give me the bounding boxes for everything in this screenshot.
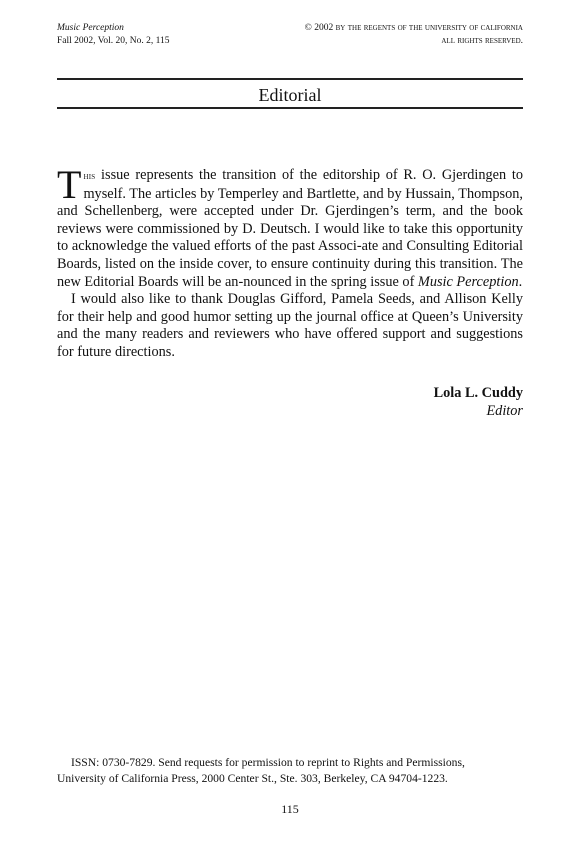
paragraph-2: I would also like to thank Douglas Gifford, Pamela Seeds, and Allison Kelly for their help and good humor setting up the journal office at Queen’s University and the many readers and reviewers who have offered support and suggestions for future directions.: [57, 291, 523, 360]
title-rule-bottom: [57, 107, 523, 109]
copyright-line-2: all rights reserved.: [441, 35, 523, 46]
drop-cap: T: [57, 162, 82, 207]
issue-info: Fall 2002, Vol. 20, No. 2, 115: [57, 35, 170, 46]
paragraph-1: [57, 162, 523, 291]
editorial-body: [57, 162, 523, 362]
copyright-notice: [305, 22, 523, 47]
address-line: University of California Press, 2000 Center St., Ste. 303, Berkeley, CA 94704-1223.: [57, 772, 448, 785]
page-number: 115: [281, 802, 299, 816]
paragraph-1-text: issue represents the transition of the editorship of R. O. Gjerdingen to myself. The articles by Temperley and Bartlette, and by Hussain, Thompson, and Schellenberg, were accepted under Dr. Gjerdingen’s term, and the book reviews were commissioned by D. Deutsch. I would like to take this opportunity to acknowledge the valued efforts of the past Associ-ate and Consulting Editorial Boards, listed on the inside cover, to ensure continuity during this transition. The new Editorial Boards will be an-nounced in the spring issue of: [57, 167, 523, 290]
title-rule-top: [57, 78, 523, 80]
signature-role: Editor: [486, 403, 523, 419]
small-caps-lead: his: [83, 171, 96, 182]
signature-name: Lola L. Cuddy: [433, 385, 523, 401]
journal-info: [57, 22, 170, 47]
journal-name: Music Perception: [57, 23, 124, 33]
paragraph-1-end: .: [518, 273, 523, 290]
copyright-line-1: © 2002 by the regents of the university of california: [304, 23, 523, 33]
issn-footnote: [57, 755, 523, 787]
journal-title-italic: Music Perception: [417, 273, 519, 290]
running-header: [57, 22, 523, 48]
section-title: Editorial: [258, 85, 322, 105]
signature-block: [57, 384, 523, 420]
issn-line: ISSN: 0730-7829. Send requests for permission to reprint to Rights and Permissions,: [71, 756, 465, 769]
